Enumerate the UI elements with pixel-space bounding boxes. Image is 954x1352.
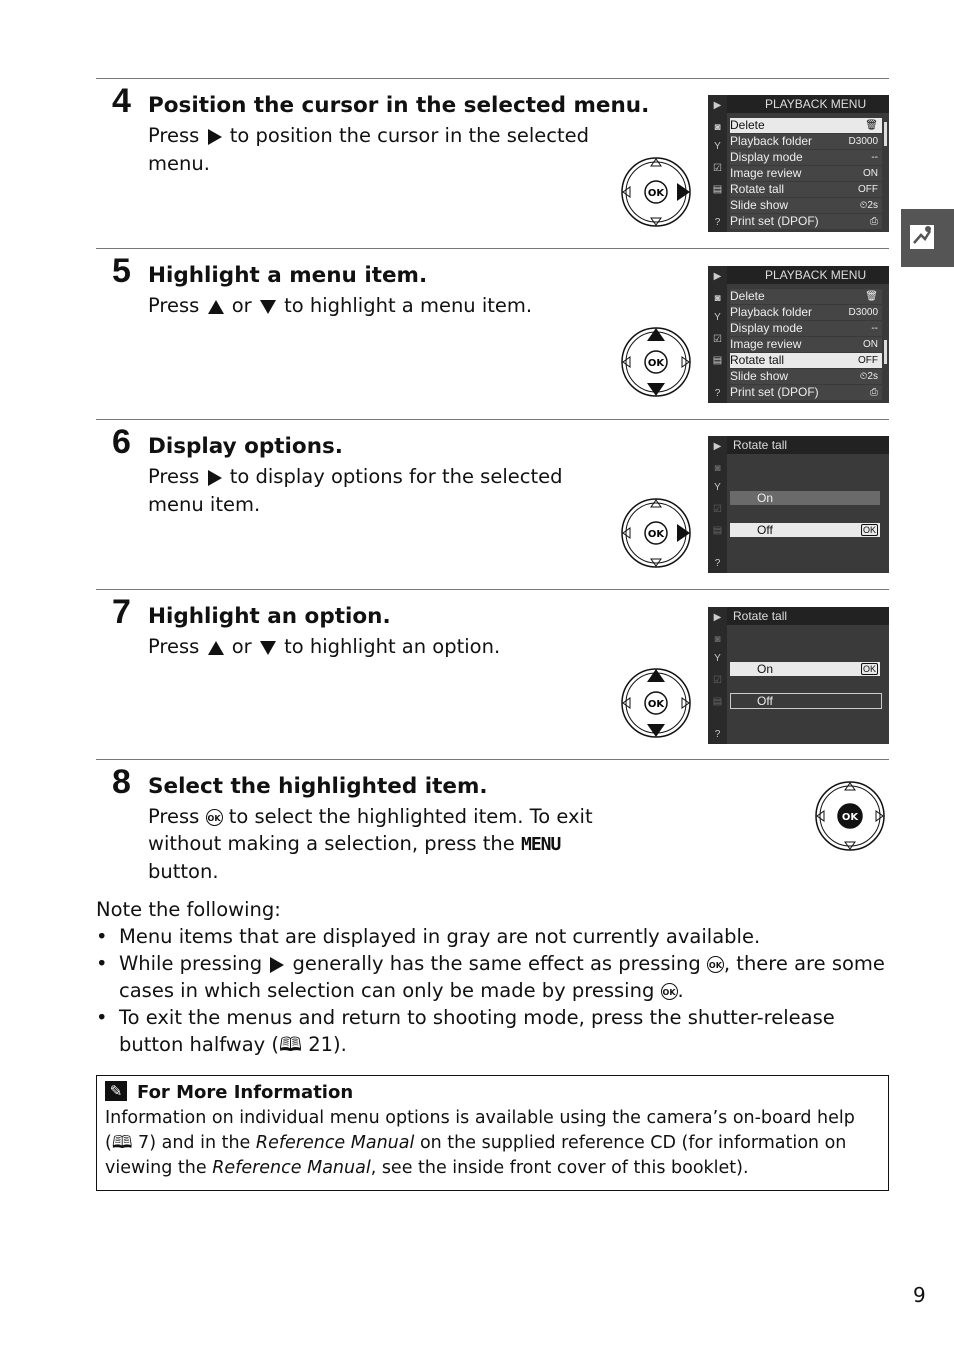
divider [96, 248, 889, 249]
option-off[interactable]: Off OK [730, 523, 880, 537]
step-text: Press to position the cursor in the selected menu. [148, 124, 590, 175]
menu-item[interactable]: Rotate tall OFF [730, 182, 882, 197]
list-item: • To exit the menus and return to shooting mode, press the shutter-release button halfway (🕮 21). [96, 1004, 889, 1058]
camera-icon: ◙ [714, 634, 721, 645]
scrollbar[interactable] [884, 122, 887, 146]
menu-button-icon: MENU [520, 834, 561, 855]
book-icon: 🕮 [279, 1033, 303, 1056]
section-tab [901, 209, 954, 267]
step-title: Highlight a menu item. [148, 263, 428, 288]
help-icon: ? [714, 729, 721, 740]
camera-icon: ◙ [714, 463, 721, 474]
menu-item[interactable]: Rotate tall OFF [730, 353, 882, 368]
divider [96, 589, 889, 590]
ok-button-icon: OK [206, 809, 223, 826]
ok-label: OK [647, 699, 665, 710]
divider [96, 419, 889, 420]
step-text: Press or to highlight an option. [148, 635, 501, 658]
playback-icon: ▶ [713, 271, 722, 282]
wrench-icon: Y [714, 312, 721, 323]
menu-item[interactable]: Playback folder D3000 [730, 305, 882, 320]
menu-item[interactable]: Print set (DPOF) ⎙ [730, 214, 882, 229]
option-off[interactable]: Off [730, 693, 882, 709]
menu-tabs [708, 95, 727, 232]
ok-badge: OK [862, 664, 876, 674]
menu-item[interactable]: Display mode -- [730, 150, 882, 165]
playback-menu-screen-2 [708, 266, 889, 403]
page-number: 9 [913, 1283, 926, 1307]
ok-button-icon: OK [707, 956, 724, 973]
menu-item[interactable]: Display mode -- [730, 321, 882, 336]
step-number: 7 [112, 593, 131, 631]
down-arrow-icon [260, 300, 276, 314]
scrollbar[interactable] [884, 340, 887, 364]
step-number: 5 [112, 252, 131, 290]
down-arrow-icon [260, 641, 276, 655]
menu-item[interactable]: Slide show ⏲2s [730, 369, 882, 384]
menu-item[interactable]: Slide show ⏲2s [730, 198, 882, 213]
rotate-tall-screen-2 [708, 607, 889, 744]
multi-selector-right-icon [620, 156, 692, 228]
menu-title: Rotate tall [727, 607, 889, 625]
menu-item[interactable]: Playback folder D3000 [730, 134, 882, 149]
menu-item[interactable]: Image review ON [730, 166, 882, 181]
info-text: Information on individual menu options is available using the camera’s on-board help (🕮 7) and in the Reference Manual on the supplied reference CD (for information on viewing the Reference Manual, see the inside front cover of this booklet). [105, 1108, 855, 1178]
info-title: For More Information [137, 1082, 354, 1103]
step-text: Press OK to select the highlighted item. To exit without making a selection, press the MENU button. [148, 805, 593, 883]
camera-icon: ◙ [714, 122, 721, 133]
step-number: 8 [112, 763, 131, 801]
playback-icon: ▶ [713, 441, 722, 452]
help-icon: ? [714, 388, 721, 399]
ok-label: OK [647, 529, 665, 540]
book-icon: 🕮 [111, 1133, 133, 1153]
retouch-icon: ☑ [713, 334, 722, 345]
retouch-icon: ☑ [713, 675, 722, 686]
step-number: 4 [112, 82, 131, 120]
step-text: Press or to highlight a menu item. [148, 294, 533, 317]
menu-title: PLAYBACK MENU [727, 95, 889, 113]
right-arrow-icon [208, 470, 222, 486]
help-icon: ? [714, 558, 721, 569]
ok-badge: OK [862, 525, 876, 535]
rotate-tall-screen-1 [708, 436, 889, 573]
option-on[interactable]: On OK [730, 662, 880, 676]
right-arrow-icon [270, 957, 284, 973]
step-text: Press to display options for the selected menu item. [148, 465, 563, 516]
menu-item[interactable]: Print set (DPOF) ⎙ [730, 385, 882, 400]
up-arrow-icon [208, 300, 224, 314]
pencil-icon: ✎ [105, 1081, 127, 1101]
ok-button-pad-icon [814, 780, 886, 852]
menu-item[interactable]: Delete 🗑 [730, 289, 882, 304]
list-item: • Menu items that are displayed in gray are not currently available. [96, 923, 889, 950]
menu-title: PLAYBACK MENU [727, 266, 889, 284]
menu-title: Rotate tall [727, 436, 889, 454]
ok-label: OK [647, 358, 665, 369]
recent-icon: ▤ [712, 355, 723, 366]
notes [96, 896, 889, 1058]
wrench-icon: Y [714, 141, 721, 152]
setup-wrench-icon [901, 209, 954, 267]
multi-selector-updown-icon [620, 326, 692, 398]
ok-label: OK [647, 188, 665, 199]
playback-menu-screen-1 [708, 95, 889, 232]
step-title: Display options. [148, 434, 343, 459]
recent-icon: ▤ [712, 184, 723, 195]
playback-icon: ▶ [713, 100, 722, 111]
option-on[interactable]: On [730, 491, 880, 505]
help-icon: ? [714, 217, 721, 228]
menu-tabs [708, 266, 727, 403]
wrench-icon: Y [714, 482, 721, 493]
info-box [96, 1075, 889, 1191]
retouch-icon: ☑ [713, 504, 722, 515]
wrench-icon: Y [714, 653, 721, 664]
recent-icon: ▤ [712, 696, 723, 707]
step-title: Highlight an option. [148, 604, 391, 629]
multi-selector-right-icon [620, 497, 692, 569]
menu-tabs [708, 436, 727, 573]
menu-item[interactable]: Delete 🗑 [730, 118, 882, 133]
step-8 [96, 763, 889, 893]
multi-selector-updown-icon [620, 667, 692, 739]
menu-tabs [708, 607, 727, 744]
notes-intro: Note the following: [96, 898, 281, 921]
up-arrow-icon [208, 641, 224, 655]
ok-button-icon: OK [661, 983, 678, 1000]
step-title: Position the cursor in the selected menu. [148, 93, 650, 118]
step-title: Select the highlighted item. [148, 774, 488, 799]
list-item: • While pressing generally has the same effect as pressing OK , there are some cases in which selection can only be made by pressing OK . [96, 950, 889, 1004]
step-number: 6 [112, 423, 131, 461]
menu-item[interactable]: Image review ON [730, 337, 882, 352]
camera-icon: ◙ [714, 293, 721, 304]
divider [96, 78, 889, 79]
recent-icon: ▤ [712, 525, 723, 536]
ok-label: OK [841, 812, 859, 823]
playback-icon: ▶ [713, 612, 722, 623]
divider [96, 759, 889, 760]
retouch-icon: ☑ [713, 163, 722, 174]
right-arrow-icon [208, 129, 222, 145]
